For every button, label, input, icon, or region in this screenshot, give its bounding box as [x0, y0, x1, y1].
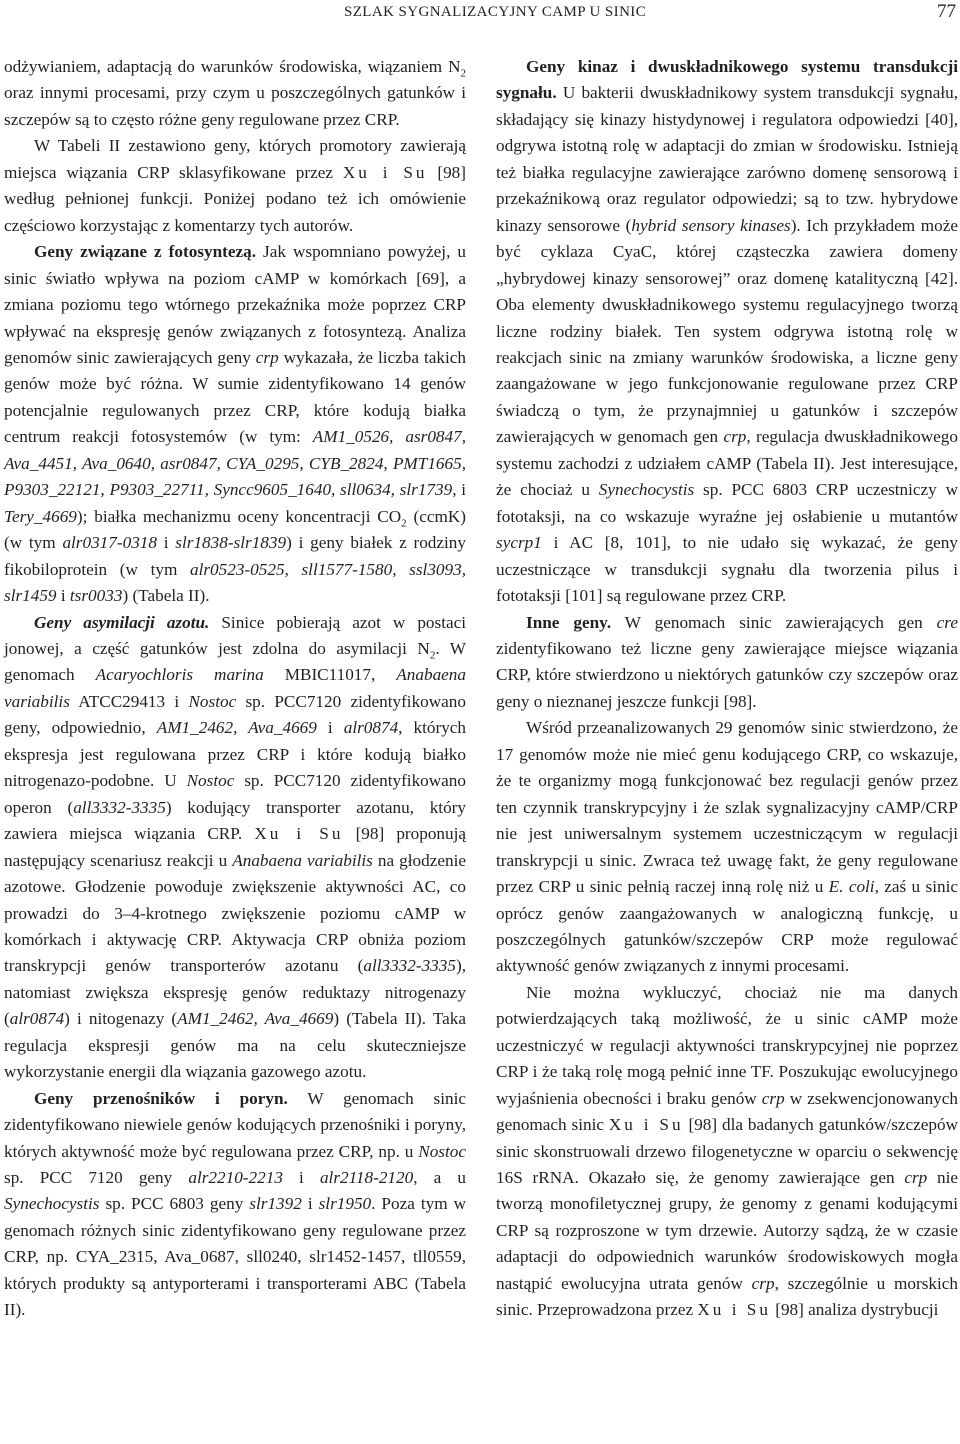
- text-run: alr0317-0318: [62, 533, 157, 553]
- text-run: . W genomach: [4, 638, 466, 685]
- text-run: na głodzenie azotowe. Głodzenie powoduje zwiększenie aktywności AC, co prowadzi do 3–4-krotnego zwiększenie poziomu cAMP w komórkach i aktywację CRP. Aktywacja CRP obniża poziom transkrypcji genów transporterów azotanu (: [4, 850, 466, 976]
- text-run: slr1392: [249, 1194, 302, 1214]
- text-run: Tery_4669: [4, 506, 77, 526]
- text-run: ), natomiast zwiększa ekspresję genów reduktazy nitrogenazy (: [4, 956, 466, 1029]
- text-run: Jak wspomniano powyżej, u sinic światło wpływa na poziom cAMP w komórkach [69], a zmiana poziomu tego wtórnego przekaźnika może poprzez CRP wpływać na ekspresję genów związanych z fotosyntezą. Analiza genomów sinic zawierających geny: [4, 242, 466, 367]
- text-run: MBIC11017,: [263, 665, 397, 685]
- page-number: 77: [937, 1, 956, 22]
- text-run: 2: [429, 649, 436, 662]
- text-run: ) kodujący transporter azotanu, który zawiera miejsca wiązania CRP.: [4, 797, 466, 844]
- text-run: alr2118-2120: [319, 1168, 414, 1188]
- text-run: crp: [761, 1088, 785, 1108]
- text-run: zidentyfikowano też liczne geny zawierające miejsce wiązania CRP, które stwierdzono u niektórych gatunków czy szczepów oraz geny o nieznanej jeszcze funkcji [98].: [496, 638, 958, 711]
- text-run: nie tworzą monofiletycznej grupy, że genomy z genami kodującymi CRP są rozproszone w tym drzewie. Autorzy sądzą, że w czasie adaptacji do odpowiednich warunków środowiskowych mogła nastąpić ewolucyjna utrata genów: [496, 1168, 958, 1293]
- section-transporter-porin-genes: [4, 1086, 466, 1324]
- text-run: AM1_2462, Ava_4669: [156, 718, 317, 738]
- text-run: tsr0033: [69, 586, 123, 606]
- text-run: [98] analiza dystrybucji: [770, 1300, 939, 1320]
- text-run: , regulacja dwuskładnikowego systemu zachodzi z udziałem cAMP (Tabela II). Jest interesujące, że chociaż u: [496, 427, 958, 500]
- text-run: crp: [751, 1273, 775, 1293]
- text-run: E. coli: [828, 877, 875, 897]
- text-run: [98] dla badanych gatunków/szczepów sinic skonstruowali drzewo filogenetyczne w oparciu o sekwencję 16S rRNA. Okazało się, że genomy zawierające gen: [496, 1115, 958, 1188]
- text-run: W genomach sinic zawierających gen: [611, 612, 937, 632]
- text-run: Anabaena variabilis: [4, 665, 466, 711]
- text-run: i: [56, 586, 70, 606]
- text-run: ) (Tabela II).: [122, 586, 210, 606]
- text-run: i AC [8, 101], to nie udało się wykazać, że geny uczestniczące w transdukcji sygnału dla tworzenia pilus i fototaksji [101] są regulowane przez CRP.: [496, 533, 958, 606]
- text-run: Xu i Su: [697, 1300, 771, 1320]
- text-run: Wśród przeanalizowanych 29 genomów sinic stwierdzono, że 17 genomów może nie mieć genu kodującego CRP, co wskazuje, że te organizmy mogą funkcjonować bez regulacji genów przez ten czynnik transkrypcyjny i że szlak sygnalizacyjny cAMP/CRP nie jest uniwersalnym systemem uczestniczącym w regulacji transkrypcji u sinic. Zwraca też uwagę fakt, że geny regulowane przez CRP u sinic pełnią raczej inną rolę niż u: [496, 718, 958, 897]
- text-run: ); białka mechanizmu oceny koncentracji CO: [76, 506, 402, 526]
- section-heading: Inne geny.: [526, 612, 612, 632]
- text-run: ) i nitogenazy (: [64, 1009, 178, 1029]
- text-run: 2: [460, 67, 466, 80]
- text-run: [98] proponują następujący scenariusz reakcji u: [4, 824, 467, 870]
- text-run: , i: [452, 480, 467, 500]
- text-run: ) i geny białek z rodziny fikobiloprotein (w tym: [4, 533, 466, 579]
- text-run: sp. PCC7120 zidentyfikowano geny, odpowiednio,: [4, 691, 466, 738]
- text-run: slr1950: [318, 1194, 372, 1214]
- text-run: hybrid sensory kinases: [631, 215, 791, 235]
- section-heading: Geny związane z fotosyntezą.: [34, 242, 257, 262]
- text-run: i: [282, 1168, 320, 1188]
- page-header: [0, 0, 960, 26]
- text-run: sycrp1: [496, 533, 542, 553]
- text-run: W genomach sinic zidentyfikowano niewiele genów kodujących przenośniki i poryny, których aktywność może być regulowana przez CRP, np. u: [4, 1088, 466, 1161]
- running-head: SZLAK SYGNALIZACYJNY CAMP U SINIC: [344, 4, 647, 20]
- text-run: all3332-3335: [363, 956, 456, 976]
- text-run: alr0874: [343, 718, 399, 738]
- text-run: Sinice pobierają azot w postaci jonowej, a część gatunków jest zdolna do asymilacji N: [4, 612, 467, 658]
- text-run: W Tabeli II zestawiono geny, których promotory zawierają miejsca wiązania CRP sklasyfikowane przez: [4, 136, 466, 182]
- text-run: crp: [723, 427, 747, 447]
- text-run: alr0523-0525, sll1577-1580, ssl3093, slr1459: [4, 559, 466, 606]
- text-run: , zaś u sinic oprócz genów zaangażowanych w analogiczną funkcję, u poszczególnych gatunków/szczepów CRP może regulować aktywność genów związanych z innymi procesami.: [496, 877, 958, 976]
- section-nitrogen-assimilation-genes: [4, 610, 466, 1086]
- text-run: sp. PCC 6803 geny: [99, 1194, 250, 1214]
- paragraph-continuation: [4, 54, 466, 133]
- text-run: (ccmK) (w tym: [4, 506, 466, 553]
- text-run: crp: [904, 1168, 928, 1188]
- text-run: Nie można wykluczyć, chociaż nie ma danych potwierdzających taką możliwość, że u sinic cAMP może uczestniczyć w regulacji aktywności transkrypcyjnej nie poprzez CRP i że taką rolę mogą pełnić inne TF. Poszukując ewolucyjnego wyjaśnienia obecności i braku genów: [496, 982, 958, 1108]
- text-run: Acaryochloris marina: [95, 665, 264, 685]
- text-run: U bakterii dwuskładnikowy system transdukcji sygnału, składający się kinazy histydynowej i regulatora odpowiedzi [40], odgrywa istotną rolę w adaptacji do zmian w środowisku. Istnieją też białka regulacyjne zawierające zarówno domenę sensorową i przekaźnikową oraz regulator odpowiedzi; są to tzw. hybrydowe kinazy sensorowe (: [496, 83, 958, 235]
- text-run: Xu i Su: [254, 824, 344, 844]
- section-kinase-two-component-genes: [496, 54, 958, 610]
- text-run: all3332-3335: [73, 797, 166, 817]
- text-run: Xu i Su: [342, 162, 428, 182]
- text-run: w zsekwencjonowanych genomach sinic: [496, 1088, 958, 1135]
- text-run: oraz innymi procesami, przy czym u poszczególnych gatunków i szczepów są to często różne geny regulowane przez CRP.: [4, 83, 466, 129]
- text-run: sp. PCC7120 zidentyfikowano operon (: [4, 771, 466, 817]
- text-run: sp. PCC 7120 geny: [4, 1168, 189, 1188]
- text-run: odżywianiem, adaptacją do warunków środowiska, wiązaniem N: [4, 57, 461, 76]
- text-run: Synechocystis: [4, 1194, 100, 1214]
- text-run: AM1_2462, Ava_4669: [177, 1009, 334, 1029]
- text-run: Nostoc: [188, 691, 237, 711]
- text-run: alr0874: [9, 1009, 65, 1029]
- text-run: AM1_0526, asr0847, Ava_4451, Ava_0640, asr0847, CYA_0295, CYB_2824, PMT1665, P9303_22121, P9303_22711, Syncc9605_1640, sll0634, slr1739: [4, 427, 466, 500]
- text-run: cre: [936, 612, 958, 632]
- text-run: ) (Tabela II). Taka regulacja ekspresji genów ma na celu skuteczniejsze wykorzystanie energii dla wiązania gazowego azotu.: [4, 1009, 466, 1082]
- paragraph-genome-analysis: [496, 715, 958, 980]
- section-heading: Geny asymilacji azotu.: [34, 612, 210, 632]
- text-run: ). Ich przykładem może być cyklaza CyaC, której cząsteczka zawiera domeny „hybrydowej kinazy sensorowej” oraz domenę katalityczną [42]. Oba elementy dwuskładnikowego systemu regulacyjnego tworzą liczne rodziny białek. Ten system odgrywa istotną rolę w reakcjach sinic na zmiany warunków środowiska, a liczne geny zaangażowane w jego funkcjonowanie regulowane przez CRP świadczą o tym, że przynajmniej u gatunków i szczepów zawierających w genomach gen: [496, 215, 958, 447]
- right-column: [496, 54, 958, 1324]
- section-photosynthesis-genes: [4, 239, 466, 609]
- text-run: ATCC29413 i: [69, 691, 189, 711]
- text-run: , szczególnie u morskich sinic. Przeprowadzona przez: [496, 1273, 958, 1320]
- text-run: i: [156, 533, 176, 553]
- text-run: Nostoc: [418, 1141, 466, 1161]
- text-run: wykazała, że liczba takich genów może być różna. W sumie zidentyfikowano 14 genów potencjalnie regulowanych przez CRP, które kodują białka centrum reakcji fotosystemów (w tym:: [4, 347, 466, 447]
- text-run: crp: [255, 347, 279, 367]
- text-run: 2: [401, 517, 407, 530]
- paragraph-evolution: [496, 980, 958, 1324]
- paragraph-table-intro: [4, 133, 466, 239]
- text-run: . Poza tym w genomach różnych sinic zidentyfikowano geny regulowane przez CRP, np. CYA_2315, Ava_0687, sll0240, slr1452-1457, tll0559, których produkty są antyporterami i transporterami ABC (Tabela II).: [4, 1194, 466, 1320]
- text-run: slr1838-slr1839: [175, 533, 287, 553]
- section-heading: Geny przenośników i poryn.: [34, 1088, 288, 1108]
- text-run: Anabaena variabilis: [232, 850, 373, 870]
- text-run: Xu i Su: [608, 1115, 684, 1135]
- section-heading: Geny kinaz i dwuskładnikowego systemu transdukcji sygnału.: [496, 57, 958, 103]
- text-run: [98] według pełnionej funkcji. Poniżej podano też ich omówienie częściowo korzystając z komentarzy tych autorów.: [4, 162, 466, 235]
- left-column: [4, 54, 466, 1324]
- text-run: , a u: [413, 1168, 466, 1188]
- text-run: , których ekspresja jest regulowana przez CRP i które kodują białko nitrogenazo-podobne. U: [4, 718, 467, 791]
- text-run: Nostoc: [186, 771, 235, 791]
- text-run: i: [301, 1194, 319, 1214]
- text-run: i: [316, 718, 344, 738]
- text-run: alr2210-2213: [188, 1168, 283, 1188]
- text-run: sp. PCC 6803 CRP uczestniczy w fototaksji, na co wskazuje wyraźne jej osłabienie u mutantów: [496, 480, 958, 526]
- text-run: Synechocystis: [598, 480, 695, 500]
- section-other-genes: [496, 610, 958, 716]
